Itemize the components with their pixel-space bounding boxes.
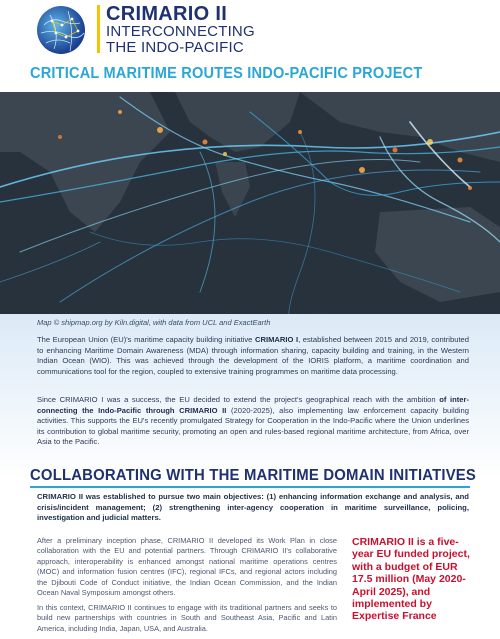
intro-p1-text-c: , established between 2015 and 2019, contributed to enhancing Maritime Domain Awareness (MDA) through information sharing, capacity building and training, in the Western Indian Ocean (WIO). This was achieved through the development of the IORIS platform, a maritime coordination and communications tool for the region, coupled to extensive training programmes on maritime data processing. bbox=[37, 335, 469, 376]
map-graphic bbox=[0, 92, 500, 314]
logo-tagline-line-2: THE INDO-PACIFIC bbox=[106, 39, 244, 56]
project-title: CRITICAL MARITIME ROUTES INDO-PACIFIC PROJECT bbox=[30, 65, 423, 82]
header bbox=[0, 0, 500, 62]
logo-title: CRIMARIO II bbox=[106, 3, 228, 25]
intro-paragraph-2 bbox=[37, 395, 469, 448]
funding-callout: CRIMARIO II is a five-year EU funded project, with a budget of EUR 17.5 million (May 2020-April 2025), and implemented by Expertise France bbox=[352, 536, 470, 623]
objectives-lead: CRIMARIO II was established to pursue two main objectives: (1) enhancing information exchange and analysis, and crisis/incident management; (2) strengthening inter-agency cooperation in maritime surveillance, policing, investigation and judicial matters. bbox=[37, 492, 469, 522]
intro-paragraph-1 bbox=[37, 335, 469, 377]
intro-p2-emphasis: of inter-connecting the Indo-Pacific through CRIMARIO II bbox=[37, 395, 470, 415]
partnerships-paragraph: In this context, CRIMARIO II continues to engage with its traditional partners and seeks to build new partnerships with countries in South and Southeast Asia, Pacific and Latin America, including India, Japan, USA, and Australia. bbox=[37, 603, 337, 633]
shipping-routes-map bbox=[0, 92, 500, 314]
intro-p2-text-c: (2020-2025), also implementing law enforcement capacity building activities. This supports the EU's recently promulgated Strategy for Cooperation in the Indo-Pacific where the Union underlines its contribution to global maritime security, promoting an open and rules-based regional maritime architecture, from Africa, over Asia to the Pacific. bbox=[37, 405, 470, 447]
intro-p1-text-a: The European Union (EU)'s maritime capacity building initiative bbox=[37, 335, 255, 344]
globe-network-icon bbox=[32, 3, 90, 57]
intro-p2-text-a: Since CRIMARIO I was a success, the EU decided to extend the project's geographical reach with the ambition bbox=[37, 395, 440, 404]
map-credit: Map © shipmap.org by Kiln.digital, with data from UCL and ExactEarth bbox=[37, 318, 271, 327]
section-title: COLLABORATING WITH THE MARITIME DOMAIN INITIATIVES bbox=[30, 467, 477, 484]
logo-divider bbox=[97, 5, 100, 53]
logo-tagline-line-1: INTERCONNECTING bbox=[106, 23, 255, 40]
section-divider bbox=[30, 486, 470, 488]
intro-p1-emphasis: CRIMARIO I bbox=[255, 335, 299, 344]
collaboration-paragraph: After a preliminary inception phase, CRIMARIO II developed its Work Plan in close collaboration with the EU and potential partners. Through CRIMARIO II's collaborative approach, interoperability is enhanced amongst national maritime operations centres (MOC) and information fusion centres (IFC), regional IFCs, and regional actors including the Djibouti Code of Conduct initiative, the Indian Ocean Commission, and the Indian Ocean Naval Symposium amongst others. bbox=[37, 536, 337, 598]
